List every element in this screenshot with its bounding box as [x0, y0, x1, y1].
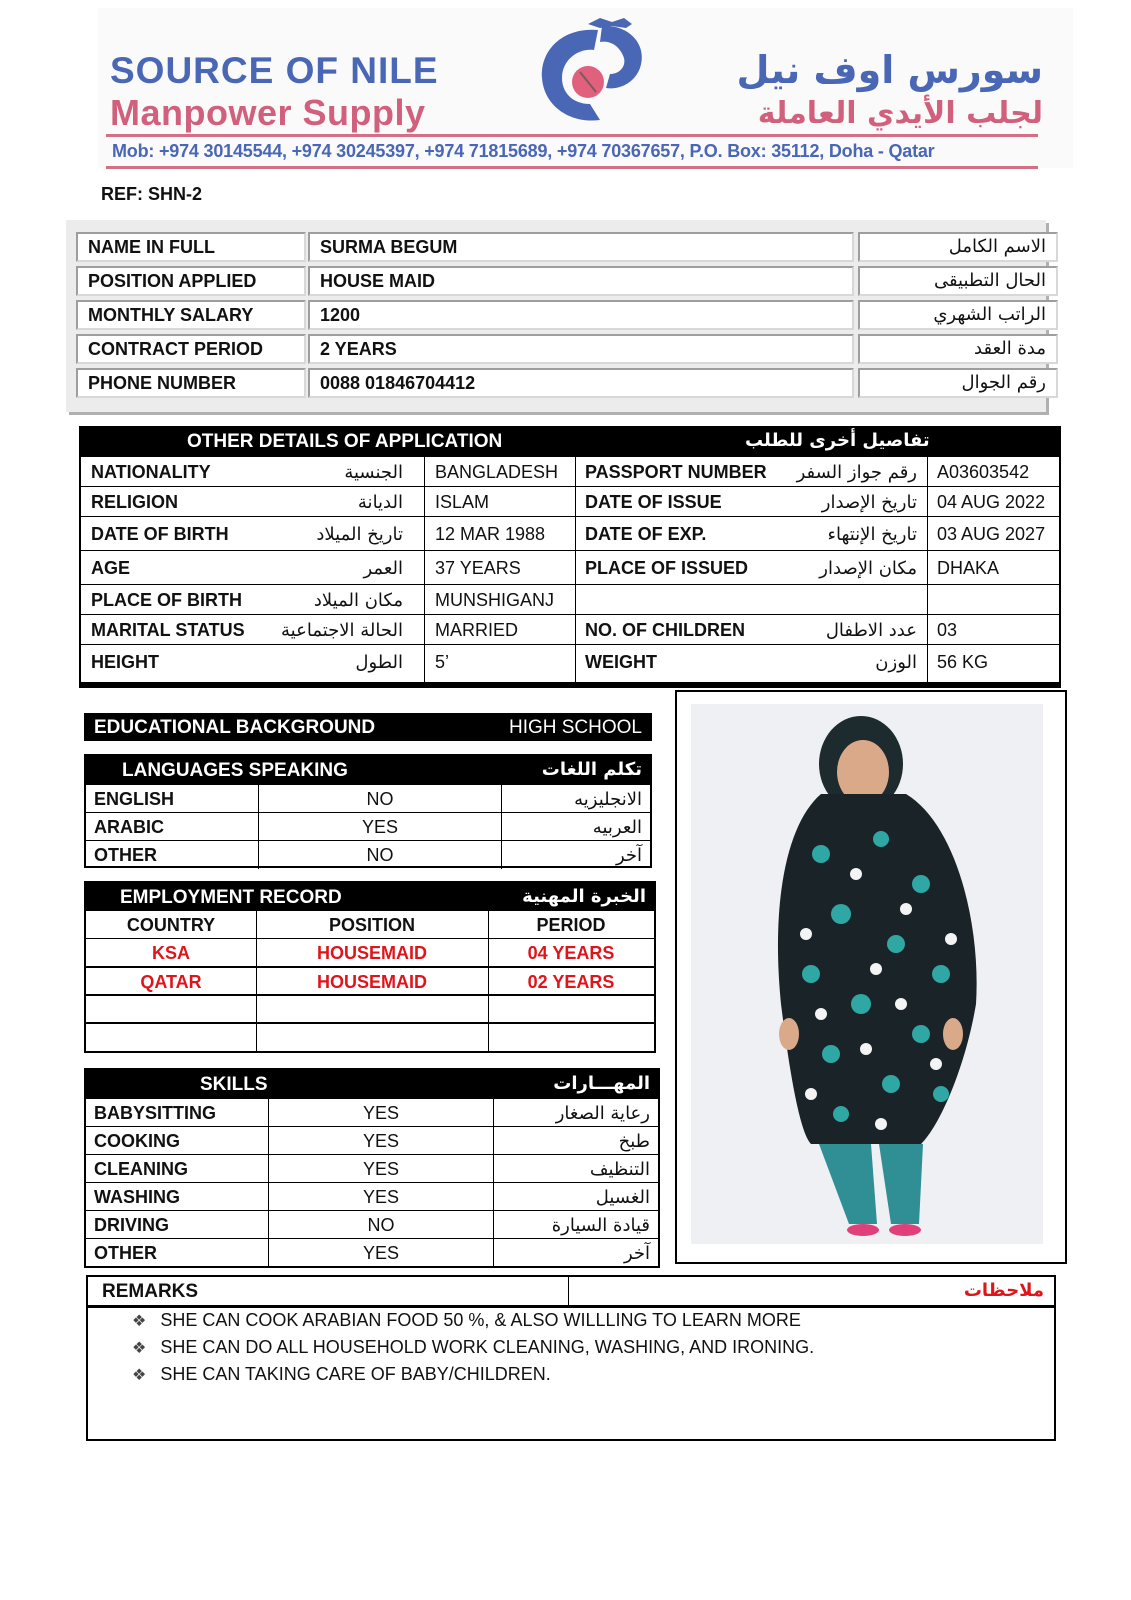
language-name: ARABIC — [94, 816, 164, 837]
header-divider-bottom — [106, 166, 1038, 169]
skill-name-ar: آخر — [623, 1242, 650, 1264]
table-row — [86, 966, 654, 996]
column-divider — [493, 1155, 494, 1183]
column-divider — [501, 841, 502, 869]
employment-cell — [488, 996, 654, 1024]
letterhead — [98, 8, 1073, 168]
field-label-ar: عدد الاطفال — [825, 619, 917, 641]
employment-cell — [86, 1024, 256, 1052]
employment-cell: KSA — [151, 942, 190, 963]
column-divider — [493, 1239, 494, 1267]
field-value: 2 YEARS — [308, 334, 854, 364]
field-value: 0088 01846704412 — [308, 368, 854, 398]
section-header — [86, 756, 650, 784]
field-label-ar: تاريخ الميلاد — [316, 523, 403, 545]
skill-name-ar: قيادة السيارة — [551, 1214, 650, 1236]
field-value: 1200 — [308, 300, 854, 330]
section-title-en: SKILLS — [200, 1074, 268, 1095]
field-value: A03603542 — [937, 461, 1030, 482]
section-title-en: OTHER DETAILS OF APPLICATION — [187, 431, 503, 452]
field-label-ar — [741, 585, 917, 615]
field-value: 12 MAR 1988 — [435, 523, 546, 544]
column-divider — [493, 1099, 494, 1127]
skills-table — [84, 1068, 660, 1268]
employment-cell — [256, 1024, 488, 1052]
field-value: ISLAM — [435, 491, 490, 512]
column-divider — [256, 911, 257, 939]
remark-item — [132, 1337, 814, 1358]
field-value: MUNSHIGANJ — [435, 589, 555, 610]
employment-cell — [86, 996, 256, 1024]
remarks-title-ar: ملاحظات — [963, 1280, 1044, 1301]
skill-value: YES — [362, 1158, 400, 1179]
field-label-ar: الحالة الاجتماعية — [281, 619, 403, 641]
skill-value: NO — [367, 1214, 395, 1235]
column-divider — [256, 1024, 257, 1052]
table-row — [81, 614, 1059, 645]
education-label: EDUCATIONAL BACKGROUND — [94, 717, 376, 738]
skill-value: YES — [362, 1102, 400, 1123]
field-label: HEIGHT — [91, 651, 160, 672]
column-divider — [493, 1211, 494, 1239]
field-label: RELIGION — [91, 491, 179, 512]
language-name-ar: الانجليزيه — [574, 788, 642, 810]
section-header — [86, 883, 654, 910]
skill-name: CLEANING — [94, 1158, 188, 1179]
employment-cell: 02 YEARS — [527, 971, 615, 992]
contact-info: Mob: +974 30145544, +974 30245397, +974 71815689, +974 70367657, P.O. Box: 35112, Doha - Qatar — [112, 141, 935, 161]
column-divider — [501, 785, 502, 813]
table-header-row — [86, 910, 654, 939]
column-divider — [256, 939, 257, 967]
applicant-photo — [691, 704, 1043, 1244]
field-label: PLACE OF ISSUED — [585, 557, 749, 578]
bullet-icon: ❖ — [132, 1340, 147, 1357]
employment-cell: QATAR — [140, 971, 202, 992]
education-bar — [84, 713, 652, 741]
language-value: NO — [366, 844, 394, 865]
company-tagline-en: Manpower Supply — [110, 92, 426, 133]
table-row — [86, 784, 650, 813]
remark-text: SHE CAN TAKING CARE OF BABY/CHILDREN. — [160, 1364, 551, 1384]
table-row — [86, 1238, 658, 1267]
field-label: NAME IN FULL — [76, 232, 306, 262]
remarks-header — [88, 1277, 1054, 1308]
field-label-ar: رقم جواز السفر — [796, 461, 917, 483]
field-value: 5’ — [435, 651, 450, 672]
column-header: POSITION — [328, 914, 415, 935]
skill-value: YES — [362, 1242, 400, 1263]
field-label-ar: تاريخ الإصدار — [821, 491, 917, 513]
skill-name: DRIVING — [94, 1214, 170, 1235]
field-value: 56 KG — [937, 651, 989, 672]
bullet-icon: ❖ — [132, 1367, 147, 1384]
table-row — [81, 486, 1059, 517]
language-name: ENGLISH — [94, 788, 175, 809]
reference-number: REF: SHN-2 — [101, 184, 203, 204]
field-label: AGE — [91, 557, 131, 578]
table-row — [86, 812, 650, 841]
skill-name: OTHER — [94, 1242, 157, 1263]
field-label: NATIONALITY — [91, 461, 211, 482]
bullet-icon: ❖ — [132, 1313, 147, 1330]
remark-item — [132, 1364, 551, 1385]
column-divider — [501, 813, 502, 841]
field-label: DATE OF EXP. — [585, 523, 707, 544]
field-label-ar: الراتب الشهري — [858, 300, 1058, 330]
remarks-title-en: REMARKS — [102, 1281, 199, 1302]
table-row — [86, 1126, 658, 1155]
column-divider — [568, 1277, 569, 1305]
field-label-ar: الحال التطبيقى — [858, 266, 1058, 296]
education-value: HIGH SCHOOL — [508, 717, 642, 738]
field-value: DHAKA — [937, 557, 1000, 578]
field-label-ar: مكان الإصدار — [819, 557, 917, 579]
field-label: NO. OF CHILDREN — [585, 619, 745, 640]
table-row — [86, 1154, 658, 1183]
section-title-en: LANGUAGES SPEAKING — [122, 760, 348, 781]
field-value: SURMA BEGUM — [308, 232, 854, 262]
column-divider — [256, 968, 257, 996]
remark-item — [132, 1310, 801, 1331]
column-divider — [488, 968, 489, 996]
employment-cell — [488, 1024, 654, 1052]
language-name-ar: العربيه — [592, 816, 642, 838]
skill-value: YES — [362, 1130, 400, 1151]
field-label-ar: الاسم الكامل — [858, 232, 1058, 262]
table-row — [86, 994, 654, 1024]
skill-name-ar: طبخ — [618, 1130, 650, 1152]
field-value: 03 AUG 2027 — [937, 523, 1046, 544]
table-row — [86, 840, 650, 869]
column-divider — [493, 1127, 494, 1155]
column-divider — [488, 996, 489, 1024]
section-header — [86, 1070, 658, 1098]
table-row — [81, 584, 1059, 615]
remark-text: SHE CAN COOK ARABIAN FOOD 50 %, & ALSO WILLLING TO LEARN MORE — [160, 1310, 801, 1330]
table-row — [81, 516, 1059, 551]
section-title-ar: المهـــارات — [553, 1073, 650, 1094]
field-label: DATE OF BIRTH — [91, 523, 229, 544]
field-label-ar: تاريخ الإنتهاء — [827, 523, 917, 545]
section-title-ar: الخبرة المهنية — [522, 886, 646, 907]
section-title-ar: تكلم اللغات — [541, 759, 642, 780]
company-name-en: SOURCE OF NILE — [110, 50, 439, 91]
company-tagline-ar: لجلب الأيدي العاملة — [757, 96, 1043, 131]
table-row — [81, 550, 1059, 585]
field-label: MARITAL STATUS — [91, 619, 245, 640]
field-label: DATE OF ISSUE — [585, 491, 722, 512]
field-value: MARRIED — [435, 619, 519, 640]
language-name: OTHER — [94, 844, 157, 865]
skill-value: YES — [362, 1186, 400, 1207]
field-label: PASSPORT NUMBER — [585, 461, 767, 482]
employment-record-table — [84, 881, 656, 1053]
field-value: HOUSE MAID — [308, 266, 854, 296]
field-label-ar: الوزن — [875, 651, 917, 673]
field-label: MONTHLY SALARY — [76, 300, 306, 330]
field-value: 03 — [937, 619, 958, 640]
column-divider — [256, 996, 257, 1024]
skill-name: BABYSITTING — [94, 1102, 217, 1123]
photo-frame — [675, 690, 1067, 1264]
employment-cell: HOUSEMAID — [316, 942, 427, 963]
field-label-ar: الطول — [355, 651, 403, 673]
header-divider-top — [106, 134, 1038, 137]
other-details-table — [79, 426, 1061, 688]
table-row — [86, 938, 654, 967]
field-value: 37 YEARS — [435, 557, 521, 578]
remarks-box — [86, 1275, 1056, 1441]
field-label: CONTRACT PERIOD — [76, 334, 306, 364]
field-label-ar: مكان الميلاد — [313, 589, 403, 611]
table-row — [81, 644, 1059, 679]
company-name-ar: سورس اوف نيل — [736, 48, 1043, 92]
remark-text: SHE CAN DO ALL HOUSEHOLD WORK CLEANING, WASHING, AND IRONING. — [160, 1337, 815, 1357]
employment-cell: HOUSEMAID — [316, 971, 427, 992]
table-row — [86, 1210, 658, 1239]
field-value: 04 AUG 2022 — [937, 491, 1046, 512]
column-divider — [488, 911, 489, 939]
table-row — [81, 456, 1059, 487]
field-label: PLACE OF BIRTH — [91, 589, 242, 610]
table-row — [86, 1182, 658, 1211]
table-row — [86, 1022, 654, 1052]
field-label: PHONE NUMBER — [76, 368, 306, 398]
column-header: COUNTRY — [126, 914, 216, 935]
field-label-ar: الجنسية — [344, 461, 403, 483]
skill-name: WASHING — [94, 1186, 181, 1207]
field-label-ar: رقم الجوال — [858, 368, 1058, 398]
language-value: NO — [366, 788, 394, 809]
table-row — [86, 1098, 658, 1127]
section-title-ar: تفاصيل أخرى للطلب — [745, 430, 930, 451]
column-divider — [488, 1024, 489, 1052]
company-logo-icon — [528, 12, 658, 132]
skill-name: COOKING — [94, 1130, 181, 1151]
applicant-info-table — [66, 220, 1046, 412]
language-value: YES — [361, 816, 399, 837]
field-value: BANGLADESH — [435, 461, 559, 482]
field-label: POSITION APPLIED — [76, 266, 306, 296]
field-label: WEIGHT — [585, 651, 657, 672]
field-label-ar: مدة العقد — [858, 334, 1058, 364]
language-name-ar: آخر — [615, 844, 642, 866]
column-divider — [488, 939, 489, 967]
column-header: PERIOD — [536, 914, 606, 935]
skill-name-ar: الغسيل — [595, 1186, 650, 1208]
field-label-ar: الديانة — [357, 491, 403, 513]
section-title-en: EMPLOYMENT RECORD — [120, 887, 342, 908]
skill-name-ar: التنظيف — [589, 1158, 650, 1180]
languages-table — [84, 754, 652, 868]
section-header — [81, 428, 1059, 456]
column-divider — [493, 1183, 494, 1211]
field-label-ar: العمر — [363, 557, 403, 579]
skill-name-ar: رعاية الصغار — [555, 1102, 650, 1124]
employment-cell: 04 YEARS — [527, 942, 615, 963]
employment-cell — [256, 996, 488, 1024]
